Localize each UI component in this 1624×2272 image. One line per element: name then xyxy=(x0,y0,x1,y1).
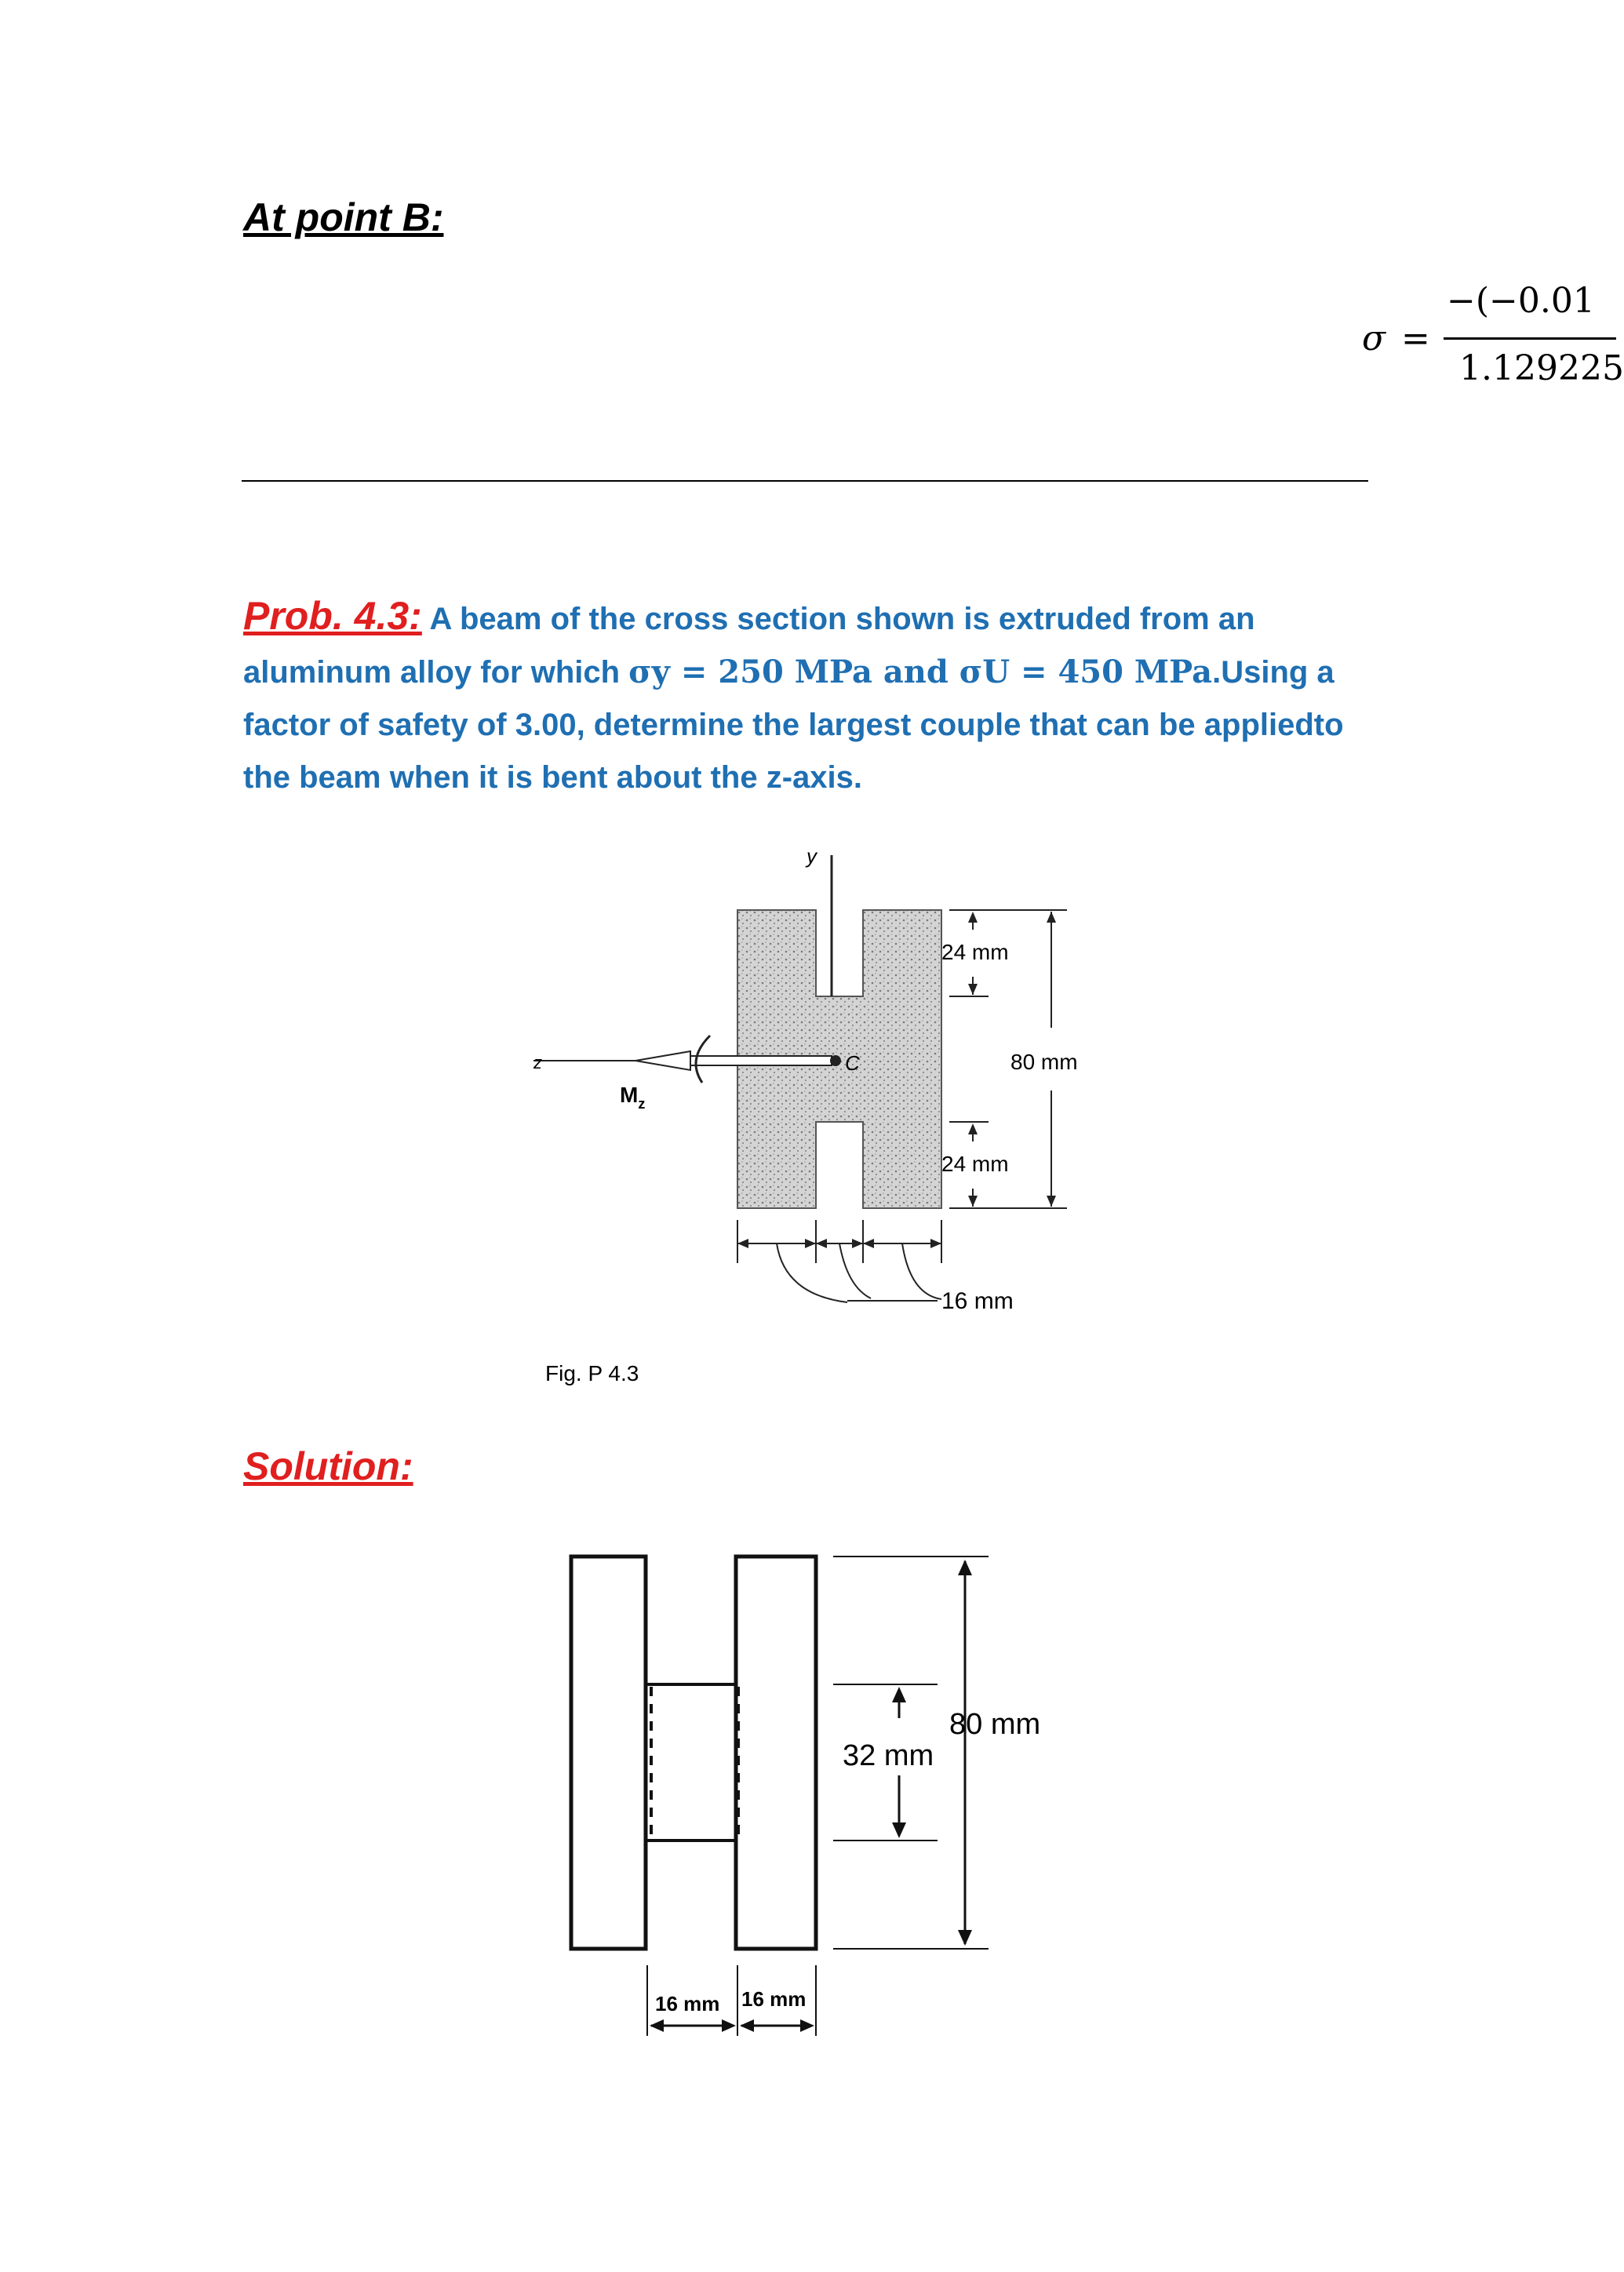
problem-text-2: .Using a factor of safety of 3.00, determine the largest couple that can be appliedto the beam when it is bent about the z-axis. xyxy=(243,655,1344,795)
heading-at-point-b: At point B: xyxy=(243,195,444,239)
dim-right-16mm: 16 mm xyxy=(741,1987,807,2011)
dim-bottom-24mm: 24 mm xyxy=(941,1152,1009,1176)
centroid-point xyxy=(830,1055,841,1066)
solution-heading: Solution: xyxy=(243,1444,413,1488)
dim-arrow xyxy=(968,1123,978,1134)
problem-text-1: A beam of the cross section shown is extruded from an aluminum alloy for which xyxy=(243,602,1255,690)
dim-arrow xyxy=(968,984,978,995)
dim-arrow xyxy=(968,1196,978,1207)
left-flange xyxy=(571,1557,646,1949)
dim-top-24mm: 24 mm xyxy=(941,940,1009,964)
centroid-label: C xyxy=(845,1051,860,1075)
dim-height-80mm: 80 mm xyxy=(949,1708,1041,1741)
dim-width-16mm: 16 mm xyxy=(941,1288,1014,1314)
right-flange xyxy=(736,1557,816,1949)
equation-denominator: 1.129225 xyxy=(1459,348,1624,388)
problem-label: Prob. 4.3: xyxy=(243,594,422,638)
dim-arrow xyxy=(1047,912,1056,923)
equation-numerator: −(−0.01 xyxy=(1447,281,1595,321)
z-axis-label: z xyxy=(533,1053,542,1072)
moment-label: $M_z$ xyxy=(620,1083,646,1112)
problem-statement xyxy=(243,590,1389,804)
dim-arrow xyxy=(1047,1196,1056,1207)
problem-stress-values: σy = 250 MPa and σU = 450 MPa xyxy=(628,654,1213,690)
dim-height-80mm: 80 mm xyxy=(1010,1050,1078,1074)
equation-sigma: σ xyxy=(1362,319,1386,359)
equation-equals: = xyxy=(1401,319,1430,359)
dim-arrow xyxy=(968,912,978,923)
moment-arrowhead xyxy=(635,1051,690,1070)
y-axis-label: y xyxy=(807,844,817,868)
fraction-bar xyxy=(1444,337,1616,340)
dim-web-32mm: 32 mm xyxy=(843,1739,934,1772)
figure-p4-3 xyxy=(502,824,1161,1404)
section-divider xyxy=(242,480,1368,482)
solution-figure xyxy=(549,1538,1098,2071)
figure-caption: Fig. P 4.3 xyxy=(545,1361,639,1385)
leader-lines xyxy=(777,1243,941,1302)
dim-left-16mm: 16 mm xyxy=(655,1992,720,2015)
moment-vector-shaft xyxy=(683,1056,832,1065)
